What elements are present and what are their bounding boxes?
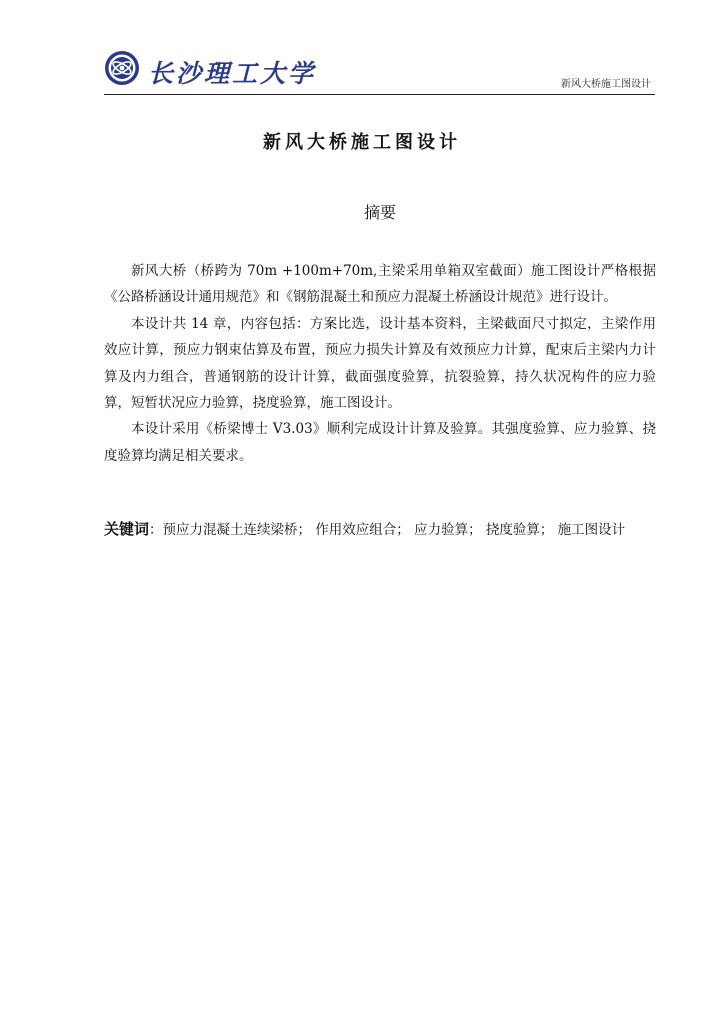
running-header-title: 新风大桥施工图设计 bbox=[561, 79, 651, 90]
keywords-label: 关键词 bbox=[104, 520, 150, 538]
keywords-text: ：预应力混凝土连续梁桥； 作用效应组合； 应力验算； 挠度验算； 施工图设计 bbox=[149, 522, 626, 538]
abstract-paragraph: 本设计共 14 章，内容包括：方案比选，设计基本资料，主梁截面尺寸拟定，主梁作用效应计算，预应力钢束估算及布置，预应力损失计算及有效预应力计算，配束后主梁内力计算及内力组合，普通钢筋的设计计算，截面强度验算，抗裂验算，持久状况构件的应力验算，短暂状况应力验算，挠度验算，施工图设计。 bbox=[104, 315, 656, 412]
university-logo-text: 长沙理工大学 bbox=[148, 59, 317, 88]
abstract-paragraph: 本设计采用《桥梁博士 V3.03》顺利完成设计计算及验算。其强度验算、应力验算、挠度验算均满足相关要求。 bbox=[104, 421, 656, 464]
abstract-paragraph: 新风大桥（桥跨为 70m +100m+70m,主梁采用单箱双室截面）施工图设计严格根据《公路桥涵设计通用规范》和《钢筋混凝土和预应力混凝土桥涵设计规范》进行设计。 bbox=[104, 263, 656, 306]
university-emblem-icon bbox=[104, 50, 140, 86]
document-title: 新风大桥施工图设计 bbox=[263, 132, 461, 153]
keywords-section bbox=[104, 514, 656, 545]
page-header bbox=[104, 48, 655, 95]
abstract-heading: 摘要 bbox=[363, 203, 396, 222]
abstract-body bbox=[104, 258, 656, 469]
